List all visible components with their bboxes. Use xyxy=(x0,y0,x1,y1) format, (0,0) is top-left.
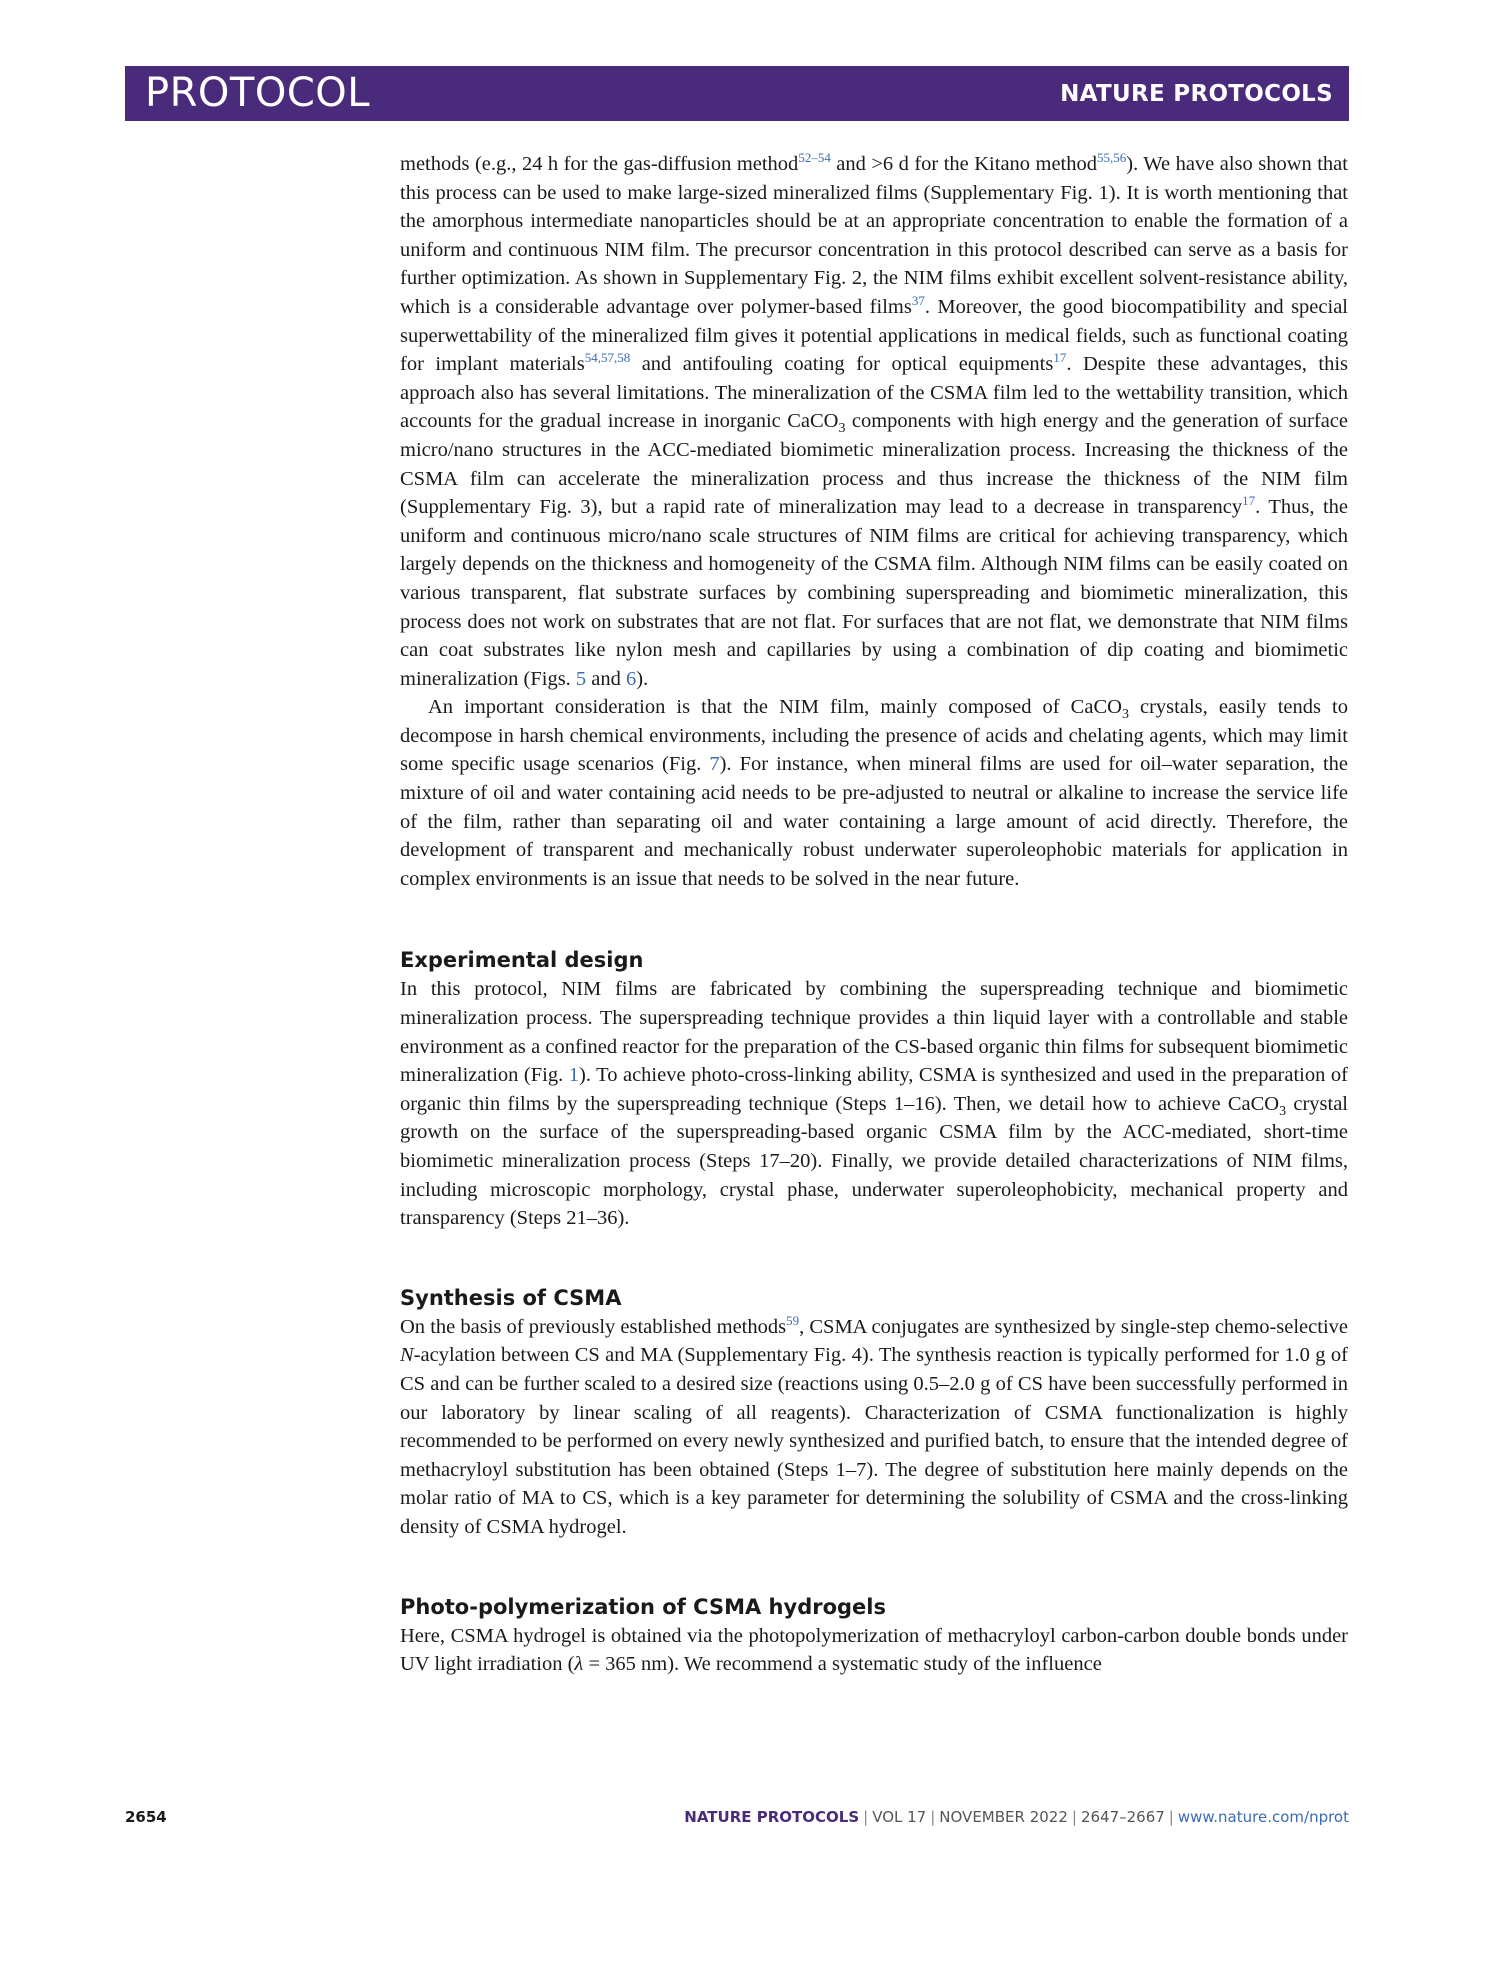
reference-link[interactable]: 59 xyxy=(786,1312,800,1328)
reference-link[interactable]: 52–54 xyxy=(798,150,831,166)
reference-link[interactable]: 37 xyxy=(911,293,925,309)
paragraph: An important consideration is that the NIM film, mainly composed of CaCO$_3$ crystals, easily tends to decompose in harsh chemical environments, including the presence of acids and chelating agents, which may limit some specific usage scenarios (Fig. 7). For instance, when mineral films are used for oil–water separation, the mixture of oil and water containing acid needs to be pre-adjusted to neutral or alkaline to increase the service life of the film, rather than separating oil and water containing a large amount of acid directly. Therefore, the development of transparent and mechanically robust underwater superoleophobic materials for application in complex environments is an issue that needs to be solved in the near future. xyxy=(400,696,1348,890)
paragraph: In this protocol, NIM films are fabricated by combining the superspreading technique and biomimetic mineralization process. The superspreading technique provides a thin liquid layer with a controllable and stable environment as a confined reactor for the preparation of the CS-based organic thin films for subsequent biomimetic mineralization (Fig. 1). To achieve photo-cross-linking ability, CSMA is synthesized and used in the preparation of organic thin films by the superspreading technique (Steps 1–16). Then, we detail how to achieve CaCO$_3$ crystal growth on the surface of the superspreading-based organic CSMA film by the ACC-mediated, short-time biomimetic mineralization process (Steps 17–20). Finally, we provide detailed characterizations of NIM films, including microscopic morphology, crystal phase, underwater superoleophobicity, mechanical property and transparency (Steps 21–36). xyxy=(400,978,1348,1230)
volume: VOL 17 xyxy=(872,1808,927,1826)
reference-link[interactable]: 55,56 xyxy=(1097,150,1127,166)
article-body xyxy=(400,150,1348,1679)
section-heading: Photo-polymerization of CSMA hydrogels xyxy=(400,1594,886,1619)
page-number: 2654 xyxy=(125,1808,167,1826)
figure-link[interactable]: 7 xyxy=(709,753,720,776)
issue-date: NOVEMBER 2022 xyxy=(939,1808,1068,1826)
reference-link[interactable]: 17 xyxy=(1242,493,1256,509)
figure-link[interactable]: 6 xyxy=(626,667,637,690)
figure-link[interactable]: 5 xyxy=(575,667,587,690)
paragraph: On the basis of previously established methods$^{59}$, CSMA conjugates are synthesized by single-step chemo-selective N-acylation between CS and MA (Supplementary Fig. 4). The synthesis reaction is typically performed for 1.0 g of CS and can be further scaled to a desired size (reactions using 0.5–2.0 g of CS have been successfully performed in our laboratory by linear scaling of all reagents). Characterization of CSMA functionalization is highly recommended to be performed on every newly synthesized and purified batch, to ensure that the intended degree of methacryloyl substitution has been obtained (Steps 1–7). The degree of substitution here mainly depends on the molar ratio of MA to CS, which is a key parameter for determining the solubility of CSMA and the cross-linking density of CSMA hydrogel. xyxy=(400,1312,1348,1538)
journal-citation xyxy=(684,1808,1349,1826)
paragraph: Here, CSMA hydrogel is obtained via the photopolymerization of methacryloyl carbon-carbon double bonds under UV light irradiation (λ = 365 nm). We recommend a systematic study of the influence xyxy=(400,1624,1348,1676)
paragraph: methods (e.g., 24 h for the gas-diffusion method$^{52-54}$ and >6 d for the Kitano method$^{55,56}$). We have also shown that this process can be used to make large-sized mineralized films (Supplementary Fig. 1). It is worth mentioning that the amorphous intermediate nanoparticles should be at an appropriate concentration to enable the formation of a uniform and continuous NIM film. The precursor concentration in this protocol described can serve as a basis for further optimization. As shown in Supplementary Fig. 2, the NIM films exhibit excellent solvent-resistance ability, which is a considerable advantage over polymer-based films$^{37}$. Moreover, the good biocompatibility and special superwettability of the mineralized film gives it potential applications in medical fields, such as functional coating for implant materials$^{54,57,58}$ and antifouling coating for optical equipments$^{17}$. Despite these advantages, this approach also has several limitations. The mineralization of the CSMA film led to the wettability transition, which accounts for the gradual increase in inorganic CaCO$_3$ components with high energy and the generation of surface micro/nano structures in the ACC-mediated biomimetic mineralization process. Increasing the thickness of the CSMA film can accelerate the mineralization process and thus increase the thickness of the NIM film (Supplementary Fig. 3), but a rapid rate of mineralization may lead to a decrease in transparency$^{17}$. Thus, the uniform and continuous micro/nano scale structures of NIM films are critical for achieving transparency, which largely depends on the thickness and homogeneity of the CSMA film. Although NIM films can be easily coated on various transparent, flat substrate surfaces by combining superspreading and biomimetic mineralization, this process does not work on substrates that are not flat. For surfaces that are not flat, we demonstrate that NIM films can coat substrates like nylon mesh and capillaries by using a combination of dip coating and biomimetic mineralization (Figs. 5 and 6). xyxy=(400,150,1349,690)
separator: | xyxy=(863,1808,869,1826)
reference-link[interactable]: 17 xyxy=(1053,350,1067,366)
section-heading: Synthesis of CSMA xyxy=(400,1285,622,1310)
header-banner xyxy=(125,66,1349,121)
journal-name-footer: NATURE PROTOCOLS xyxy=(684,1808,860,1826)
journal-url[interactable]: www.nature.com/nprot xyxy=(1177,1808,1349,1826)
figure-link[interactable]: 1 xyxy=(568,1064,579,1087)
separator: | xyxy=(930,1808,936,1826)
journal-name: NATURE PROTOCOLS xyxy=(1060,81,1333,107)
reference-link[interactable]: 54,57,58 xyxy=(584,350,631,366)
separator: | xyxy=(1168,1808,1174,1826)
section-label: PROTOCOL xyxy=(145,70,371,116)
separator: | xyxy=(1071,1808,1077,1826)
section-heading: Experimental design xyxy=(400,948,644,973)
page-range: 2647–2667 xyxy=(1080,1808,1165,1826)
